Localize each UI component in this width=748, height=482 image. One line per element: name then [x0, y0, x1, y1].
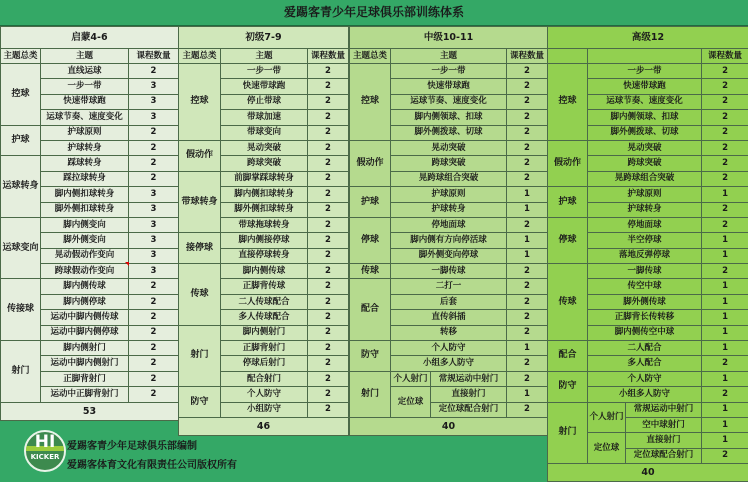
category-cell: 控球	[179, 64, 221, 141]
category-cell: 护球	[350, 187, 391, 218]
count-cell: 2	[129, 156, 179, 171]
count-cell: 2	[129, 140, 179, 155]
topic-cell: 运球节奏、速度变化	[391, 94, 507, 109]
count-cell: 1	[702, 402, 748, 417]
count-cell: 2	[702, 64, 748, 79]
topic-cell: 晃动突破	[221, 140, 308, 155]
count-cell: 2	[129, 325, 179, 340]
count-cell: 3	[129, 110, 179, 125]
column-header-topic: 主题	[391, 49, 507, 64]
table-row	[179, 140, 349, 155]
table-row	[179, 171, 349, 186]
count-cell: 2	[507, 125, 548, 140]
count-cell: 2	[129, 64, 179, 79]
count-cell: 2	[308, 387, 349, 402]
section-title: 初级7-9	[179, 27, 349, 49]
table-row	[350, 217, 548, 232]
topic-cell: 脚内侧传空中球	[588, 325, 702, 340]
topic-cell: 带球拖球转身	[221, 217, 308, 232]
column-header-topic	[588, 49, 702, 64]
subcategory-cell: 个人射门	[391, 371, 431, 386]
topic-cell: 前脚掌踩球转身	[221, 171, 308, 186]
count-cell: 2	[507, 356, 548, 371]
category-cell: 带球转身	[179, 171, 221, 233]
table-row	[350, 64, 548, 79]
topic-cell: 一步一带	[41, 79, 129, 94]
category-cell: 射门	[179, 325, 221, 387]
category-cell: 防守	[350, 341, 391, 372]
topic-cell: 脚外侧扣球转身	[221, 202, 308, 217]
section-total: 40	[350, 417, 548, 435]
topic-cell: 直接射门	[431, 387, 507, 402]
category-cell: 假动作	[548, 140, 588, 186]
count-cell: 2	[702, 448, 748, 463]
count-cell: 2	[308, 356, 349, 371]
count-cell: 2	[129, 279, 179, 294]
table-row	[350, 279, 548, 294]
page-title: 爱踢客青少年足球俱乐部训练体系	[0, 0, 748, 26]
topic-cell: 晃跨球组合突破	[391, 171, 507, 186]
category-cell: 射门	[350, 371, 391, 417]
count-cell: 2	[507, 156, 548, 171]
table-row	[179, 325, 349, 340]
count-cell: 2	[308, 310, 349, 325]
table-row	[548, 140, 748, 155]
count-cell: 2	[129, 356, 179, 371]
topic-cell: 直传斜插	[391, 310, 507, 325]
count-cell: 1	[507, 202, 548, 217]
topic-cell: 快速带球跑	[391, 79, 507, 94]
count-cell: 3	[129, 248, 179, 263]
topic-cell: 脚内侧变向	[41, 217, 129, 232]
topic-cell: 脚内侧传球	[221, 264, 308, 279]
topic-cell: 运动中脚内侧射门	[41, 356, 129, 371]
table-row	[350, 187, 548, 202]
count-cell: 2	[507, 110, 548, 125]
count-cell: 1	[702, 279, 748, 294]
count-cell: 2	[702, 217, 748, 232]
category-cell: 防守	[179, 387, 221, 418]
category-cell: 控球	[350, 64, 391, 141]
topic-cell: 晃动突破	[391, 140, 507, 155]
table-row	[179, 64, 349, 79]
column-header-category: 主题总类	[179, 49, 221, 64]
topic-cell: 晃动假动作变向	[41, 248, 129, 263]
topic-cell: 多人配合	[588, 356, 702, 371]
count-cell: 3	[129, 79, 179, 94]
topic-cell: 配合射门	[221, 371, 308, 386]
topic-cell: 停球后射门	[221, 356, 308, 371]
section-total: 40	[548, 464, 748, 482]
count-cell: 2	[308, 156, 349, 171]
category-cell: 配合	[548, 341, 588, 372]
count-cell: 2	[308, 371, 349, 386]
topic-cell: 正脚背射门	[41, 371, 129, 386]
count-cell: 2	[702, 356, 748, 371]
column-header-category: 主题总类	[1, 49, 41, 64]
topic-cell: 停地面球	[588, 217, 702, 232]
topic-cell: 脚内侧射门	[221, 325, 308, 340]
count-cell: 1	[702, 248, 748, 263]
topic-cell: 转移	[391, 325, 507, 340]
topic-cell: 运球节奏、速度变化	[41, 110, 129, 125]
count-cell: 2	[308, 94, 349, 109]
topic-cell: 定位球配合射门	[431, 402, 507, 417]
topic-cell: 脚外侧拨球、切球	[391, 125, 507, 140]
count-cell: 1	[702, 310, 748, 325]
subcategory-cell: 定位球	[588, 433, 626, 464]
count-cell: 2	[507, 279, 548, 294]
topic-cell: 晃跨球组合突破	[588, 171, 702, 186]
section-title: 中级10-11	[350, 27, 548, 49]
topic-cell: 脚外侧拨球、切球	[588, 125, 702, 140]
category-cell: 防守	[548, 371, 588, 402]
count-cell: 1	[702, 417, 748, 432]
topic-cell: 运动中脚内侧传球	[41, 310, 129, 325]
count-cell: 2	[702, 79, 748, 94]
count-cell: 1	[702, 341, 748, 356]
topic-cell: 正脚背传球	[221, 279, 308, 294]
topic-cell: 空中球射门	[626, 417, 702, 432]
count-cell: 2	[129, 310, 179, 325]
count-cell: 2	[308, 187, 349, 202]
count-cell: 2	[308, 202, 349, 217]
count-cell: 3	[129, 233, 179, 248]
column-header-category: 主题总类	[350, 49, 391, 64]
count-cell: 3	[129, 187, 179, 202]
category-cell: 传球	[350, 264, 391, 279]
topic-cell: 护球转身	[41, 140, 129, 155]
topic-cell: 常规运动中射门	[626, 402, 702, 417]
topic-cell: 半空停球	[588, 233, 702, 248]
category-cell: 射门	[1, 341, 41, 403]
count-cell: 3	[129, 202, 179, 217]
topic-cell: 直接射门	[626, 433, 702, 448]
section-table-beginner	[0, 26, 179, 421]
column-header-count: 课程数量	[129, 49, 179, 64]
count-cell: 2	[507, 294, 548, 309]
count-cell: 2	[308, 264, 349, 279]
count-cell: 2	[129, 171, 179, 186]
topic-cell: 护球转身	[391, 202, 507, 217]
topic-cell: 晃动突破	[588, 140, 702, 155]
topic-cell: 护球原则	[588, 187, 702, 202]
count-cell: 2	[507, 79, 548, 94]
topic-cell: 运球节奏、速度变化	[588, 94, 702, 109]
count-cell: 2	[129, 125, 179, 140]
topic-cell: 直接停球转身	[221, 248, 308, 263]
column-header-count: 课程数量	[702, 49, 748, 64]
count-cell: 1	[702, 371, 748, 386]
topic-cell: 运动中脚内侧停球	[41, 325, 129, 340]
topic-cell: 踩拉球转身	[41, 171, 129, 186]
table-row	[179, 233, 349, 248]
category-cell: 停球	[350, 217, 391, 263]
table-row	[548, 402, 748, 417]
count-cell: 2	[507, 371, 548, 386]
topic-cell: 一脚传球	[588, 264, 702, 279]
topic-cell: 多人传球配合	[221, 310, 308, 325]
category-cell: 护球	[548, 187, 588, 218]
topic-cell: 落地反弹停球	[588, 248, 702, 263]
count-cell: 3	[129, 264, 179, 279]
category-cell: 传接球	[1, 279, 41, 341]
count-cell: 1	[702, 433, 748, 448]
count-cell: 1	[507, 387, 548, 402]
count-cell: 1	[702, 187, 748, 202]
topic-cell: 二打一	[391, 279, 507, 294]
column-header-topic: 主题	[221, 49, 308, 64]
table-row	[548, 341, 748, 356]
count-cell: 3	[129, 94, 179, 109]
category-cell: 假动作	[179, 140, 221, 171]
count-cell: 1	[507, 233, 548, 248]
topic-cell: 踩球转身	[41, 156, 129, 171]
topic-cell: 脚内侧停球	[41, 294, 129, 309]
topic-cell: 直线运球	[41, 64, 129, 79]
topic-cell: 脚内侧接停球	[221, 233, 308, 248]
count-cell: 2	[507, 402, 548, 417]
column-header-count: 课程数量	[507, 49, 548, 64]
table-row	[1, 279, 179, 294]
topic-cell: 个人防守	[391, 341, 507, 356]
column-header-topic: 主题	[41, 49, 129, 64]
count-cell: 2	[129, 387, 179, 402]
count-cell: 2	[507, 310, 548, 325]
count-cell: 1	[507, 341, 548, 356]
topic-cell: 脚内侧射门	[41, 341, 129, 356]
topic-cell: 定位球配合射门	[626, 448, 702, 463]
topic-cell: 个人防守	[221, 387, 308, 402]
count-cell: 2	[308, 217, 349, 232]
topic-cell: 护球转身	[588, 202, 702, 217]
table-row	[1, 125, 179, 140]
count-cell: 2	[308, 233, 349, 248]
table-row	[179, 387, 349, 402]
topic-cell: 一脚传球	[391, 264, 507, 279]
category-cell: 护球	[1, 125, 41, 156]
table-row	[1, 156, 179, 171]
section-total: 46	[179, 417, 349, 435]
count-cell: 2	[308, 279, 349, 294]
section-title: 高级12	[548, 27, 748, 49]
table-row	[548, 64, 748, 79]
topic-cell: 脚外侧变向	[41, 233, 129, 248]
count-cell: 2	[308, 248, 349, 263]
table-row	[350, 341, 548, 356]
topic-cell: 跨球突破	[588, 156, 702, 171]
topic-cell: 快速带球跑	[588, 79, 702, 94]
count-cell: 2	[308, 341, 349, 356]
count-cell: 2	[702, 202, 748, 217]
topic-cell: 脚外侧传球	[588, 294, 702, 309]
topic-cell: 护球原则	[391, 187, 507, 202]
count-cell: 2	[507, 64, 548, 79]
table-row	[1, 217, 179, 232]
topic-cell: 跨球突破	[221, 156, 308, 171]
count-cell: 1	[702, 325, 748, 340]
topic-cell: 一步一带	[588, 64, 702, 79]
count-cell: 1	[702, 233, 748, 248]
count-cell: 2	[702, 387, 748, 402]
table-row	[1, 64, 179, 79]
topic-cell: 脚内侧领球、扣球	[391, 110, 507, 125]
topic-cell: 传空中球	[588, 279, 702, 294]
topic-cell: 个人防守	[588, 371, 702, 386]
count-cell: 2	[702, 94, 748, 109]
count-cell: 2	[308, 64, 349, 79]
footer-compiled-by: 爱踢客青少年足球俱乐部编制	[67, 441, 197, 452]
table-row	[350, 264, 548, 279]
topic-cell: 带球加速	[221, 110, 308, 125]
topic-cell: 小组多人防守	[588, 387, 702, 402]
table-row	[548, 187, 748, 202]
topic-cell: 脚内侧有方向停活球	[391, 233, 507, 248]
count-cell: 2	[702, 264, 748, 279]
count-cell: 2	[308, 125, 349, 140]
table-row	[548, 371, 748, 386]
category-cell: 停球	[548, 217, 588, 263]
topic-cell: 脚外侧扣球转身	[41, 202, 129, 217]
topic-cell: 正脚背射门	[221, 341, 308, 356]
category-cell: 传球	[179, 264, 221, 326]
count-cell: 2	[129, 341, 179, 356]
topic-cell: 二人传球配合	[221, 294, 308, 309]
column-header-category	[548, 49, 588, 64]
count-cell: 1	[507, 187, 548, 202]
column-header-count: 课程数量	[308, 49, 349, 64]
table-row	[350, 140, 548, 155]
topic-cell: 正脚背长传转移	[588, 310, 702, 325]
category-cell: 接停球	[179, 233, 221, 264]
section-table-intermediate	[349, 26, 548, 436]
count-cell: 2	[507, 217, 548, 232]
category-cell: 射门	[548, 402, 588, 464]
count-cell: 2	[702, 171, 748, 186]
count-cell: 2	[702, 125, 748, 140]
topic-cell: 停止带球	[221, 94, 308, 109]
category-cell: 控球	[548, 64, 588, 141]
count-cell: 2	[308, 171, 349, 186]
topic-cell: 脚内侧领球、扣球	[588, 110, 702, 125]
category-cell: 传球	[548, 264, 588, 341]
comment-indicator-icon[interactable]	[125, 262, 129, 266]
category-cell: 假动作	[350, 140, 391, 186]
topic-cell: 脚内侧扣球转身	[41, 187, 129, 202]
count-cell: 2	[507, 325, 548, 340]
count-cell: 2	[507, 140, 548, 155]
subcategory-cell: 个人射门	[588, 402, 626, 433]
count-cell: 2	[308, 110, 349, 125]
topic-cell: 跨球突破	[391, 156, 507, 171]
table-row	[548, 264, 748, 279]
topic-cell: 跨球假动作变向	[41, 264, 129, 279]
topic-cell: 脚内侧扣球转身	[221, 187, 308, 202]
count-cell: 3	[129, 217, 179, 232]
count-cell: 2	[308, 79, 349, 94]
topic-cell: 运动中正脚背射门	[41, 387, 129, 402]
subcategory-cell: 定位球	[391, 387, 431, 418]
table-row	[350, 371, 548, 386]
topic-cell: 护球原则	[41, 125, 129, 140]
topic-cell: 小组多人防守	[391, 356, 507, 371]
count-cell: 2	[129, 294, 179, 309]
table-row	[1, 341, 179, 356]
section-total: 53	[1, 402, 179, 420]
section-title: 启蒙4-6	[1, 27, 179, 49]
section-table-elementary	[178, 26, 349, 436]
count-cell: 2	[507, 264, 548, 279]
topic-cell: 小组防守	[221, 402, 308, 417]
section-table-advanced	[547, 26, 748, 482]
count-cell: 1	[507, 248, 548, 263]
category-cell: 配合	[350, 279, 391, 341]
topic-cell: 一步一带	[391, 64, 507, 79]
count-cell: 2	[308, 325, 349, 340]
category-cell: 运球转身	[1, 156, 41, 218]
count-cell: 1	[702, 294, 748, 309]
topic-cell: 快速带球跑	[221, 79, 308, 94]
topic-cell: 脚外侧变向停球	[391, 248, 507, 263]
topic-cell: 快速带球跑	[41, 94, 129, 109]
topic-cell: 停地面球	[391, 217, 507, 232]
count-cell: 2	[702, 110, 748, 125]
topic-cell: 带球变向	[221, 125, 308, 140]
count-cell: 2	[308, 402, 349, 417]
footer-copyright: 爱踢客体育文化有限责任公司版权所有	[67, 460, 237, 471]
hi-kicker-logo: HI KICKER	[24, 430, 66, 472]
count-cell: 2	[507, 171, 548, 186]
table-row	[179, 264, 349, 279]
topic-cell: 后套	[391, 294, 507, 309]
count-cell: 2	[702, 140, 748, 155]
count-cell: 2	[308, 294, 349, 309]
topic-cell: 二人配合	[588, 341, 702, 356]
category-cell: 控球	[1, 64, 41, 126]
topic-cell: 常规运动中射门	[431, 371, 507, 386]
count-cell: 2	[129, 371, 179, 386]
count-cell: 2	[507, 94, 548, 109]
count-cell: 2	[308, 140, 349, 155]
topic-cell: 脚内侧传球	[41, 279, 129, 294]
table-row	[548, 217, 748, 232]
count-cell: 2	[702, 156, 748, 171]
topic-cell: 一步一带	[221, 64, 308, 79]
category-cell: 运球变向	[1, 217, 41, 279]
